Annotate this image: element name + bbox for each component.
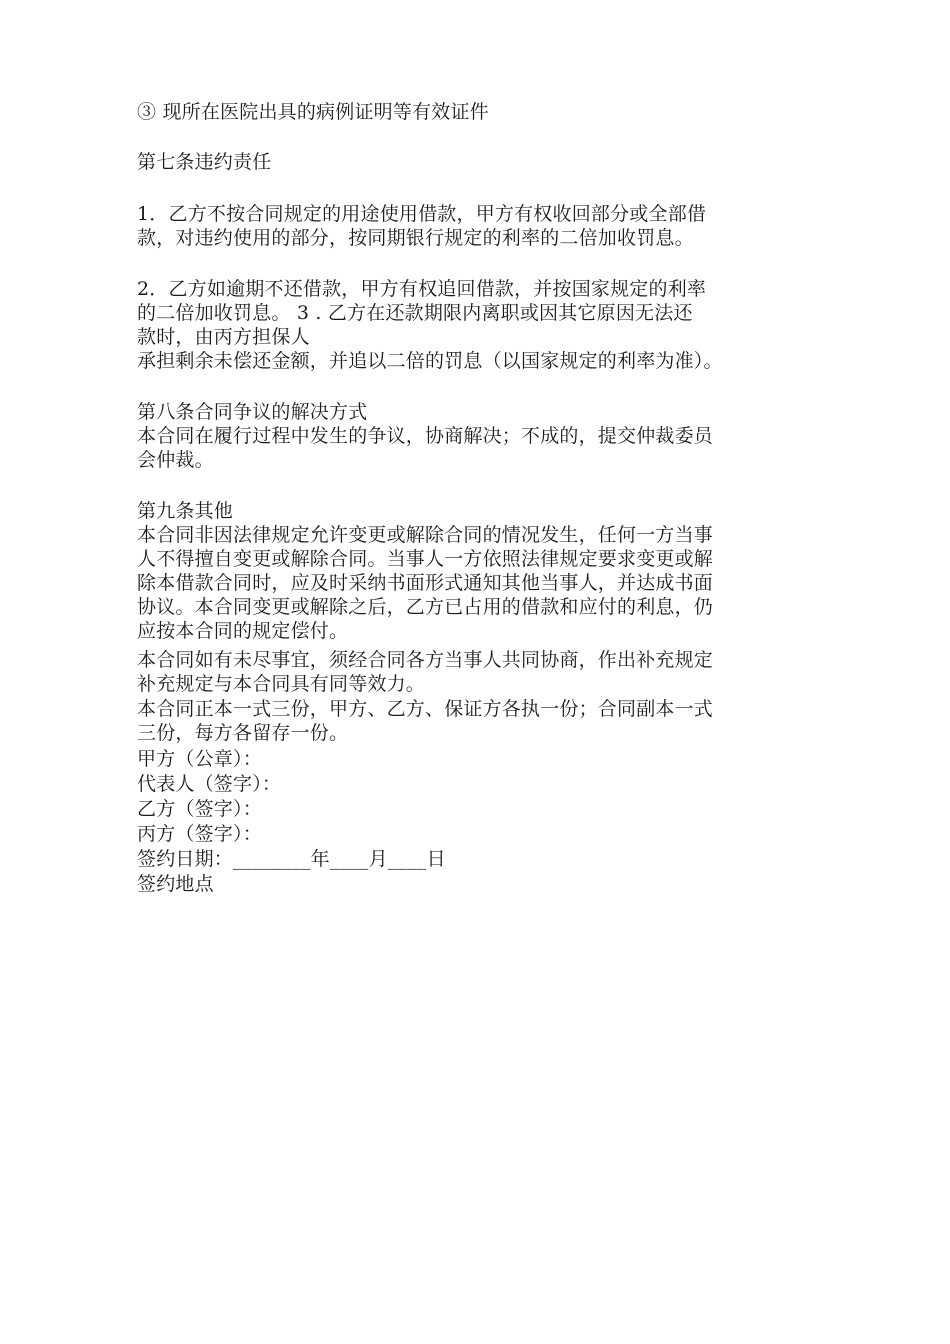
article-seven-heading: 第七条违约责任 — [137, 151, 272, 173]
breach-clause-1-line-2: 款，对违约使用的部分，按同期银行规定的利率的二倍加收罚息。 — [137, 227, 694, 249]
copies-clause-line-1: 本合同正本一式三份，甲方、乙方、保证方各执一份；合同副本一式 — [137, 698, 714, 720]
breach-clause-2-line-1: 2．乙方如逾期不还借款，甲方有权追回借款，并按国家规定的利率 — [137, 278, 707, 300]
copies-clause-line-2: 三份，每方各留存一份。 — [137, 722, 349, 744]
article-eight-heading: 第八条合同争议的解决方式 — [137, 401, 368, 423]
breach-clause-2-line-2: 的二倍加收罚息。 3 . 乙方在还款期限内离职或因其它原因无法还 — [137, 302, 693, 324]
breach-clause-3-line-1: 款时，由丙方担保人 — [137, 326, 310, 348]
breach-clause-1-line-1: 1．乙方不按合同规定的用途使用借款，甲方有权收回部分或全部借 — [137, 203, 707, 225]
other-clause-line-4: 协议。本合同变更或解除之后，乙方已占用的借款和应付的利息，仍 — [137, 596, 714, 618]
representative-signature-label: 代表人（签字）： — [137, 773, 282, 795]
supplement-clause-line-1: 本合同如有未尽事宜，须经合同各方当事人共同协商，作出补充规定 — [137, 649, 714, 671]
certificate-item-text: ③ 现所在医院出具的病例证明等有效证件 — [137, 101, 489, 123]
dispute-clause-line-2: 会仲裁。 — [137, 449, 214, 471]
other-clause-line-3: 除本借款合同时，应及时采纳书面形式通知其他当事人，并达成书面 — [137, 572, 714, 594]
party-b-signature-label: 乙方（签字）： — [137, 798, 262, 820]
other-clause-line-1: 本合同非因法律规定允许变更或解除合同的情况发生，任何一方当事 — [137, 524, 714, 546]
other-clause-line-2: 人不得擅自变更或解除合同。当事人一方依照法律规定要求变更或解 — [137, 548, 714, 570]
article-nine-heading: 第九条其他 — [137, 500, 234, 522]
party-c-signature-label: 丙方（签字）： — [137, 823, 262, 845]
signing-place-label: 签约地点 — [137, 873, 214, 895]
dispute-clause-line-1: 本合同在履行过程中发生的争议，协商解决；不成的，提交仲裁委员 — [137, 425, 714, 447]
other-clause-line-5: 应按本合同的规定偿付。 — [137, 620, 349, 642]
party-a-seal-label: 甲方（公章）： — [137, 748, 262, 770]
breach-clause-3-line-2: 承担剩余未偿还金额，并追以二倍的罚息（以国家规定的利率为准）。 — [137, 350, 723, 372]
supplement-clause-line-2: 补充规定与本合同具有同等效力。 — [137, 673, 426, 695]
signing-date-label: 签约日期：________年____月____日 — [137, 848, 446, 870]
